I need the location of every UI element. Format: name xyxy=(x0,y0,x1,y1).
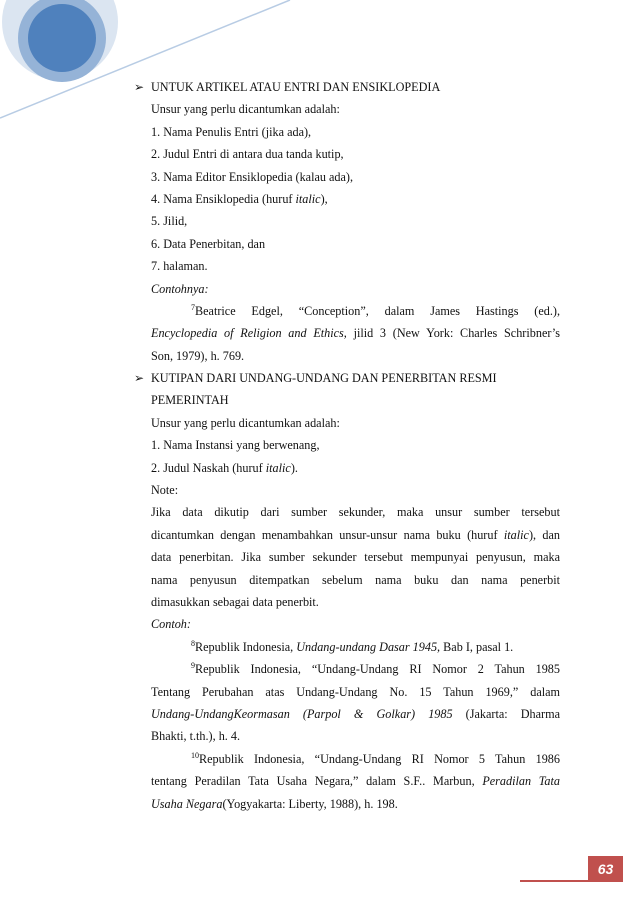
note-label: Note: xyxy=(151,483,179,498)
footnote-7: $^7$Beatrice Edgel, “Conception”, dalam James Hastings (ed.), xyxy=(191,302,560,318)
section-heading: ➢ UNTUK ARTIKEL ATAU ENTRI DAN ENSIKLOPEDIA xyxy=(151,76,560,98)
footnote-8: $^8$Republik Indonesia, Undang-undang Dasar 1945, Bab I, pasal 1. xyxy=(191,638,514,654)
page-content xyxy=(134,76,560,815)
footnote-10-cont: tentang Peradilan Tata Usaha Negara,” dalam S.F.. Marbun, Peradilan Tata xyxy=(151,774,560,789)
footnote-10-cont: Usaha Negara(Yogyakarta: Liberty, 1988), h. 198. xyxy=(151,796,398,811)
list-item: 7. halaman. xyxy=(151,259,208,274)
note-text: dicantumkan dengan menambahkan unsur-unsur nama buku (huruf italic), dan xyxy=(151,527,560,542)
list-item: 2. Judul Naskah (huruf italic). xyxy=(151,460,298,475)
list-item: 3. Nama Editor Ensiklopedia (kalau ada), xyxy=(151,169,354,184)
footnote-7-cont: Son, 1979), h. 769. xyxy=(151,348,245,363)
list-item: 5. Jilid, xyxy=(151,214,188,229)
note-text: dimasukkan sebagai data penerbit. xyxy=(151,594,319,609)
note-text: Jika data dikutip dari sumber sekunder, maka unsur sumber tersebut xyxy=(151,505,560,520)
page-number-rule xyxy=(520,880,588,882)
footnote-9-cont: Tentang Perubahan atas Undang-Undang No. 15 Tahun 1969,” dalam xyxy=(151,684,560,699)
section-heading: ➢ KUTIPAN DARI UNDANG-UNDANG DAN PENERBITAN RESMI xyxy=(151,367,560,389)
footnote-9-cont: Undang-UndangKeormasan (Parpol & Golkar) 1985 (Jakarta: Dharma xyxy=(151,706,560,721)
footnote-7-cont: Encyclopedia of Religion and Ethics, jilid 3 (New York: Charles Schribner’s xyxy=(151,326,560,341)
footnote-9: $^9$Republik Indonesia, “Undang-Undang RI Nomor 2 Tahun 1985 xyxy=(191,661,560,677)
page-number: 63 xyxy=(588,856,623,882)
arrow-bullet-icon: ➢ xyxy=(134,80,145,94)
footnote-10: $^{10}$Republik Indonesia, “Undang-Undang RI Nomor 5 Tahun 1986 xyxy=(191,750,560,766)
list-item: 1. Nama Penulis Entri (jika ada), xyxy=(151,124,312,139)
section-heading-cont: PEMERINTAH xyxy=(151,393,229,408)
note-text: data penerbitan. Jika sumber sekunder tersebut mempunyai penyusun, maka xyxy=(151,550,560,565)
list-item: 6. Data Penerbitan, dan xyxy=(151,236,266,251)
intro-text: Unsur yang perlu dicantumkan adalah: xyxy=(151,102,340,117)
example-label: Contohnya: xyxy=(151,281,209,296)
list-item: 2. Judul Entri di antara dua tanda kutip, xyxy=(151,147,344,162)
note-text: nama penyusun ditempatkan sebelum nama buku dan nama penerbit xyxy=(151,572,560,587)
footnote-9-cont: Bhakti, t.th.), h. 4. xyxy=(151,729,241,744)
example-label: Contoh: xyxy=(151,617,191,632)
list-item: 4. Nama Ensiklopedia (huruf italic), xyxy=(151,191,328,206)
list-item: 1. Nama Instansi yang berwenang, xyxy=(151,438,320,453)
intro-text: Unsur yang perlu dicantumkan adalah: xyxy=(151,415,340,430)
arrow-bullet-icon: ➢ xyxy=(134,371,145,386)
